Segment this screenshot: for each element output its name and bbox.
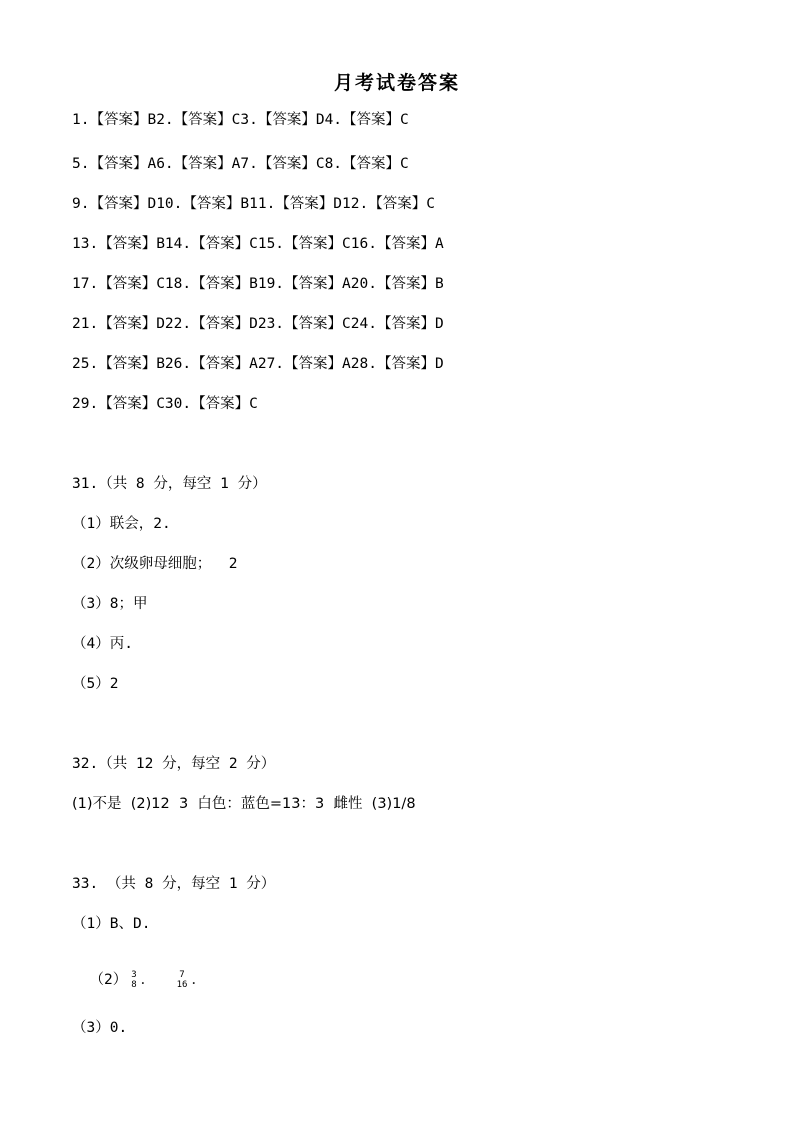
page-title: 月考试卷答案 — [333, 72, 460, 94]
q31-item-1: （1）联会，2. — [72, 516, 171, 532]
fraction-numerator: 3 — [131, 970, 137, 980]
fraction-7-16 — [177, 970, 188, 990]
answer-line-3: 9.【答案】D10.【答案】B11.【答案】D12.【答案】C — [72, 196, 435, 212]
answer-line-8: 29.【答案】C30.【答案】C — [72, 396, 258, 412]
answer-line-7: 25.【答案】B26.【答案】A27.【答案】A28.【答案】D — [72, 356, 444, 372]
answer-line-2: 5.【答案】A6.【答案】A7.【答案】C8.【答案】C — [72, 156, 409, 172]
q31-item-4: （4）丙. — [72, 636, 133, 652]
fraction-numerator: 7 — [179, 970, 185, 980]
answer-line-6: 21.【答案】D22.【答案】D23.【答案】C24.【答案】D — [72, 316, 444, 332]
q33-item-3: （3）0. — [72, 1020, 128, 1036]
q31-item-3: （3）8；甲 — [72, 596, 148, 612]
q33-item-1: （1）B、D. — [72, 916, 151, 932]
q31-header: 31.（共 8 分，每空 1 分） — [72, 476, 267, 492]
terminator: ． — [191, 972, 206, 988]
fraction-denominator: 16 — [176, 980, 188, 990]
q31-item-5: （5）2 — [72, 676, 119, 692]
answer-line-1: 1.【答案】B2.【答案】C3.【答案】D4.【答案】C — [72, 112, 409, 128]
answer-line-5: 17.【答案】C18.【答案】B19.【答案】A20.【答案】B — [72, 276, 444, 292]
q32-header: 32.（共 12 分，每空 2 分） — [72, 756, 276, 772]
q33-header: 33. （共 8 分，每空 1 分） — [72, 876, 276, 892]
q32-answer: (1)不是 (2)12 3 白色：蓝色=13：3 雌性 (3)1/8 — [72, 796, 416, 812]
fraction-denominator: 8 — [131, 980, 137, 990]
q33-item-2 — [72, 952, 206, 990]
q31-item-2: （2）次级卵母细胞； 2 — [72, 556, 238, 572]
q33-item-2-prefix: （2） — [89, 972, 128, 988]
answer-line-4: 13.【答案】B14.【答案】C15.【答案】C16.【答案】A — [72, 236, 444, 252]
fraction-3-8 — [131, 970, 136, 990]
separator: ． — [140, 972, 156, 988]
